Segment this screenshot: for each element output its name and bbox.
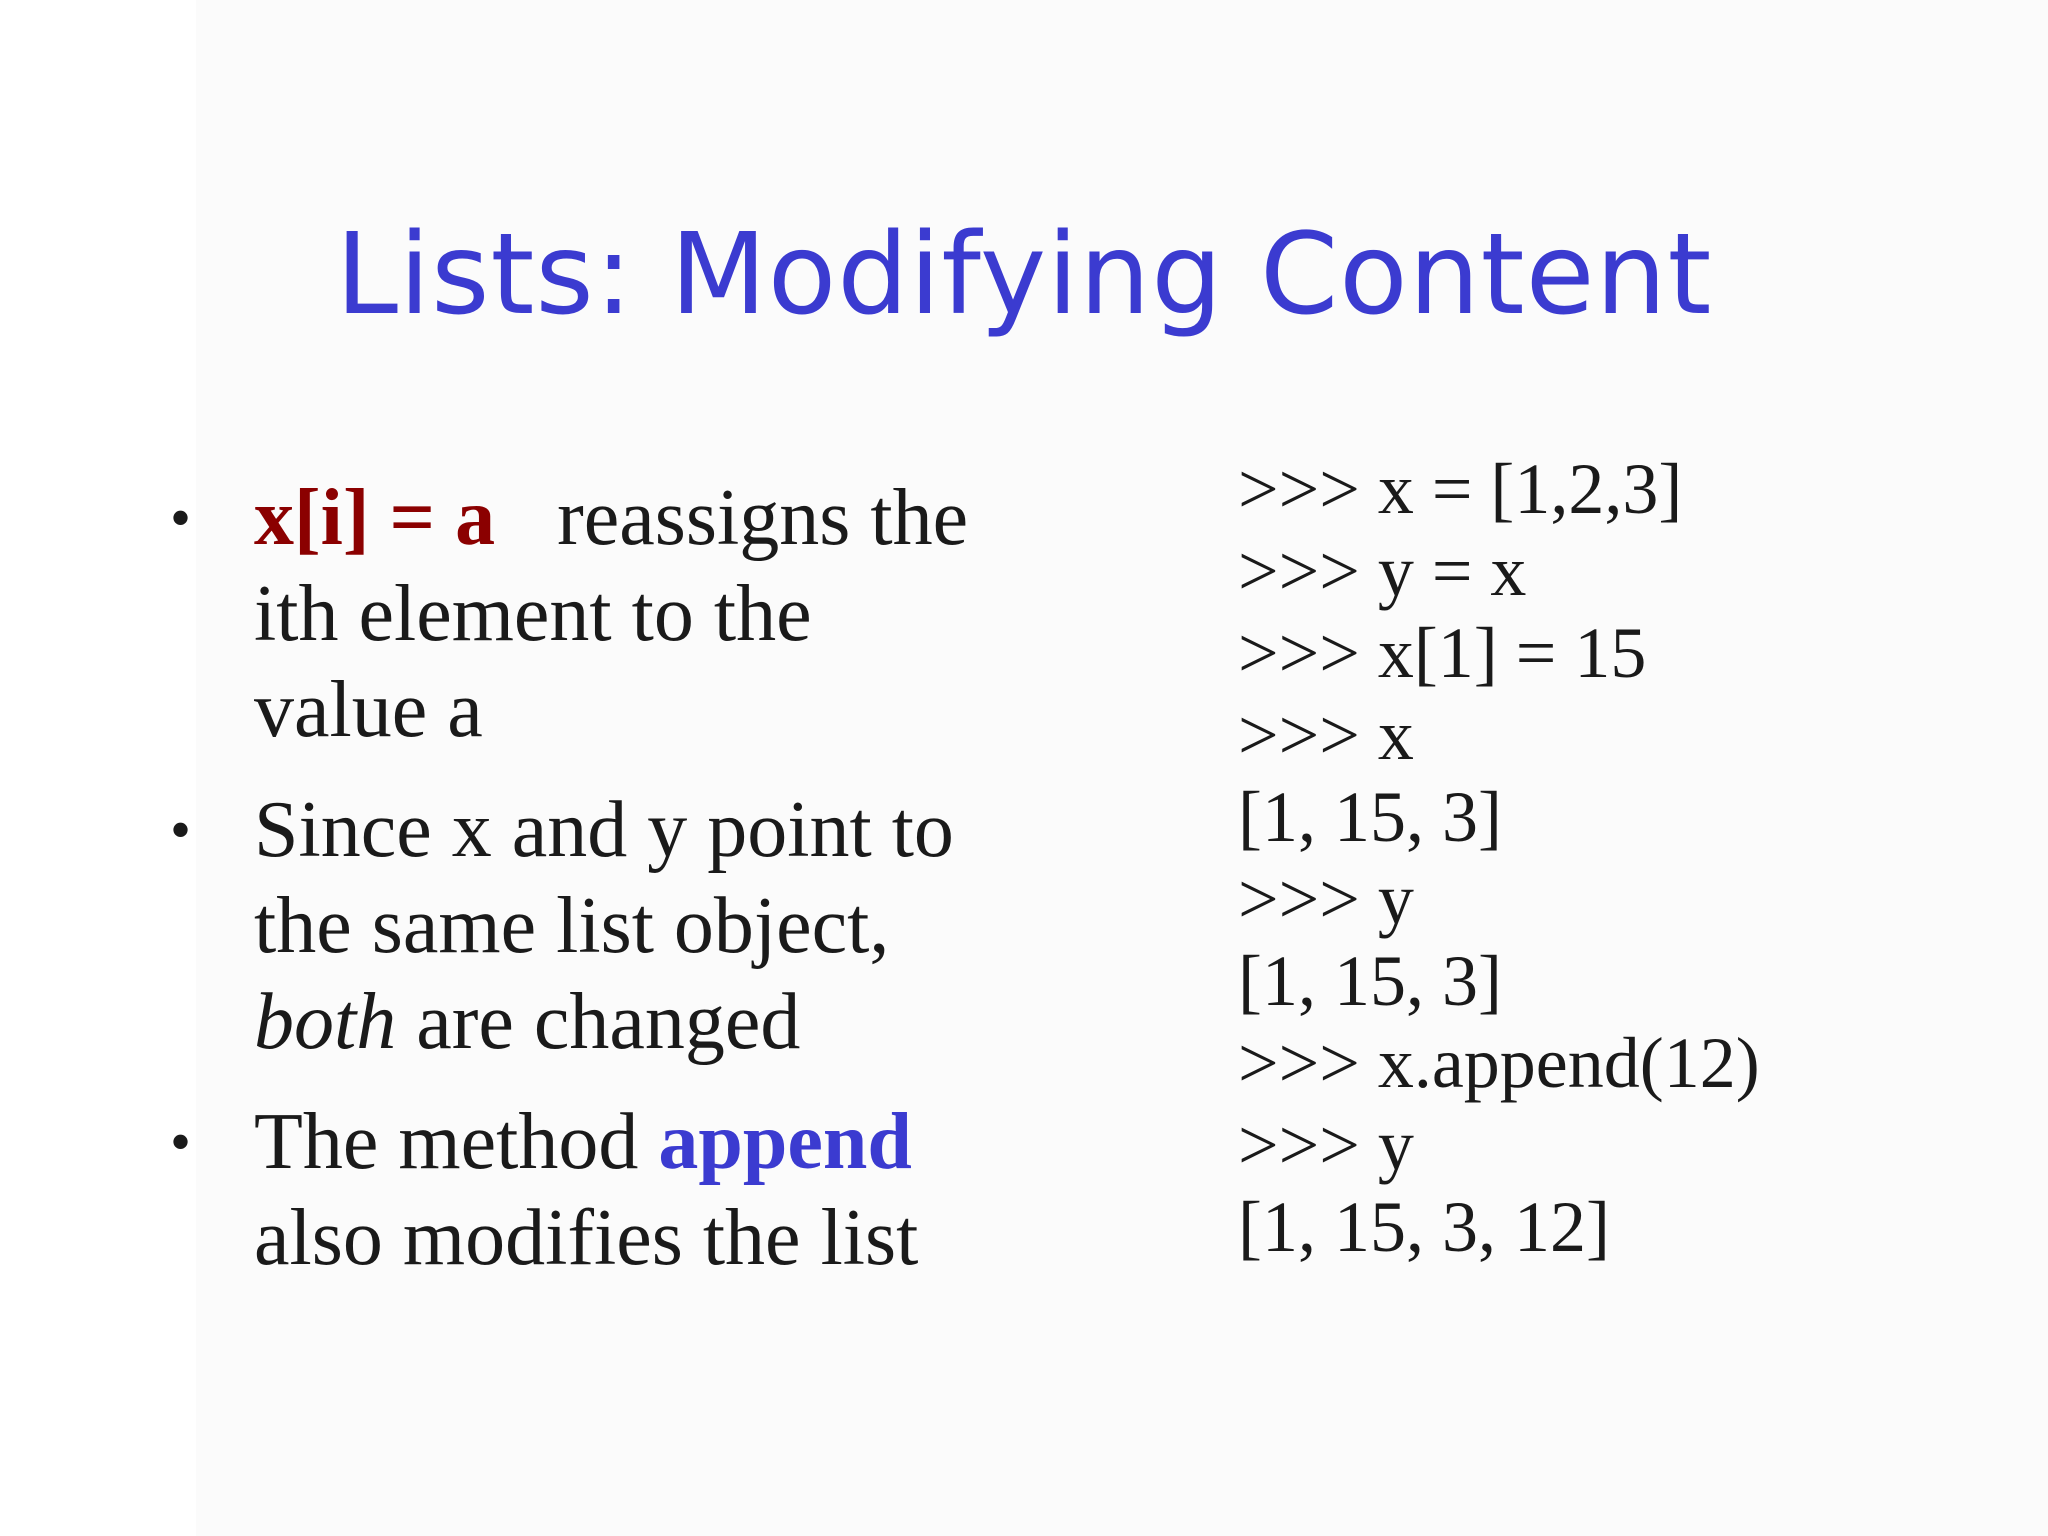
- bullet-icon: •: [170, 1109, 192, 1175]
- console-output: [1, 15, 3]: [1238, 941, 1502, 1021]
- bullet-item-reassign: [170, 470, 1030, 758]
- slide-title: Lists: Modifying Content: [335, 210, 1713, 340]
- bullet-line: ith element to the: [254, 570, 812, 658]
- bullet-icon: •: [170, 485, 192, 551]
- console-line: >>> y = x: [1238, 531, 1527, 611]
- bullet-line: Since x and y point to: [254, 786, 954, 874]
- console-line: >>> x: [1238, 695, 1414, 775]
- python-console-transcript: [1238, 448, 1998, 1268]
- console-line: >>> x.append(12): [1238, 1023, 1760, 1103]
- bullet-line: value a: [254, 666, 483, 754]
- console-line: >>> y: [1238, 1105, 1414, 1185]
- bullet-line: the same list object,: [254, 882, 890, 970]
- console-line: >>> x[1] = 15: [1238, 613, 1647, 693]
- keyword-append: append: [658, 1098, 912, 1186]
- bullet-item-shared-reference: [170, 782, 1030, 1070]
- console-line: >>> x = [1,2,3]: [1238, 449, 1683, 529]
- bullet-line: [254, 1094, 1030, 1190]
- bullet-icon: •: [170, 797, 192, 863]
- code-snippet: x[i] = a: [254, 474, 496, 562]
- console-line: >>> y: [1238, 859, 1414, 939]
- emphasized-word: both: [254, 978, 397, 1066]
- bullet-list: [170, 470, 1030, 1310]
- console-output: [1, 15, 3]: [1238, 777, 1502, 857]
- bullet-item-append: [170, 1094, 1030, 1286]
- bullet-text: are changed: [396, 978, 801, 1066]
- bullet-line: [254, 974, 1030, 1070]
- bullet-text: The method: [254, 1098, 659, 1186]
- bullet-line: also modifies the list: [254, 1194, 919, 1282]
- bullet-text: reassigns the: [557, 474, 969, 562]
- bullet-line: [254, 470, 1030, 566]
- console-output: [1, 15, 3, 12]: [1238, 1187, 1610, 1267]
